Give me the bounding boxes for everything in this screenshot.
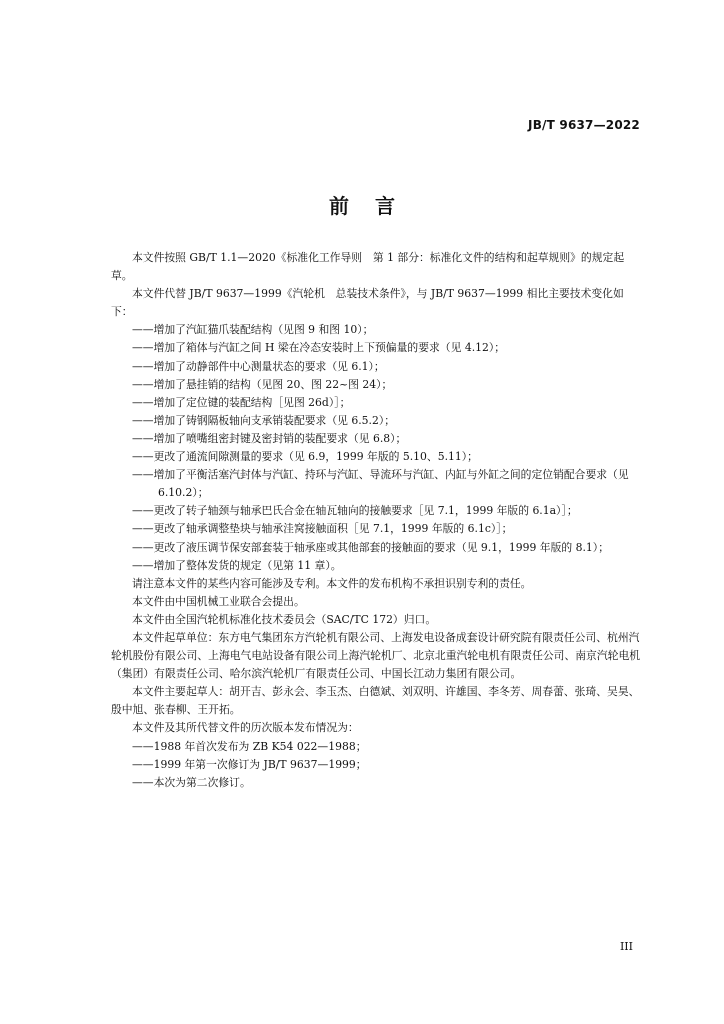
- history-intro: 本文件及其所代替文件的历次版本发布情况为：: [132, 721, 359, 735]
- change-item: ——增加了铸钢隔板轴向支承销装配要求（见 6.5.2）；: [132, 413, 396, 427]
- change-item: ——增加了定位键的装配结构［见图 26d）］；: [132, 395, 351, 409]
- intro-paragraph: 本文件按照 GB/T 1.1—2020《标准化工作导则 第 1 部分：标准化文件的结构和起草规则》的规定起草。: [111, 251, 625, 283]
- change-item: ——更改了转子轴颈与轴承巴氏合金在轴瓦轴向的接触要求［见 7.1，1999 年版的 6.1a）］；: [132, 504, 578, 518]
- history-item: ——1999 年第一次修订为 JB/T 9637—1999；: [132, 757, 367, 771]
- proposer-statement: 本文件由中国机械工业联合会提出。: [132, 594, 305, 608]
- drafting-units: 本文件起草单位：东方电气集团东方汽轮机有限公司、上海发电设备成套设计研究院有限责任公司、杭州汽轮机股份有限公司、上海电气电站设备有限公司上海汽轮机厂、北京北重汽轮电机有限责任公司、南京汽轮电机（集团）有限责任公司、哈尔滨汽轮机厂有限责任公司、中国长江动力集团有限公司。: [111, 630, 641, 681]
- foreword-body: [111, 249, 642, 792]
- change-item: ——增加了汽缸猫爪装配结构（见图 9 和图 10）；: [132, 323, 374, 337]
- change-item: ——增加了喷嘴组密封键及密封销的装配要求（见 6.8）；: [132, 431, 407, 445]
- change-item: ——增加了平衡活塞汽封体与汽缸、持环与汽缸、导流环与汽缸、内缸与外缸之间的定位销配合要求（见 6.10.2）；: [132, 468, 629, 500]
- patent-notice: 请注意本文件的某些内容可能涉及专利。本文件的发布机构不承担识别专利的责任。: [132, 576, 532, 590]
- intro-paragraph: 本文件代替 JB/T 9637—1999《汽轮机 总装技术条件》，与 JB/T 9637—1999 相比主要技术变化如下：: [111, 287, 624, 319]
- change-item: ——增加了悬挂销的结构（见图 20、图 22~图 24）；: [132, 377, 393, 391]
- drafters: 本文件主要起草人：胡开吉、彭永会、李玉杰、白德斌、刘双明、许雄国、李冬芳、周春蕾、张琦、吴昊、殷中旭、张春柳、王开拓。: [111, 685, 640, 717]
- committee-statement: 本文件由全国汽轮机标准化技术委员会（SAC/TC 172）归口。: [132, 612, 437, 626]
- standard-code: JB/T 9637—2022: [528, 118, 640, 132]
- page-number: III: [619, 940, 633, 953]
- history-item: ——本次为第二次修订。: [132, 775, 251, 789]
- change-item: ——增加了箱体与汽缸之间 H 梁在冷态安装时上下预偏量的要求（见 4.12）；: [132, 341, 506, 355]
- change-item: ——更改了通流间隙测量的要求（见 6.9，1999 年版的 5.10、5.11）；: [132, 450, 478, 464]
- change-item: ——更改了液压调节保安部套装于轴承座或其他部套的接触面的要求（见 9.1，1999 年版的 8.1）；: [132, 540, 609, 554]
- change-item: ——更改了轴承调整垫块与轴承洼窝接触面积［见 7.1，1999 年版的 6.1c）］；: [132, 522, 513, 536]
- change-item: ——增加了整体发货的规定（见第 11 章）。: [132, 558, 342, 572]
- page-title: 前言: [329, 194, 421, 218]
- history-item: ——1988 年首次发布为 ZB K54 022—1988；: [132, 739, 367, 753]
- change-item: ——增加了动静部件中心测量状态的要求（见 6.1）；: [132, 359, 385, 373]
